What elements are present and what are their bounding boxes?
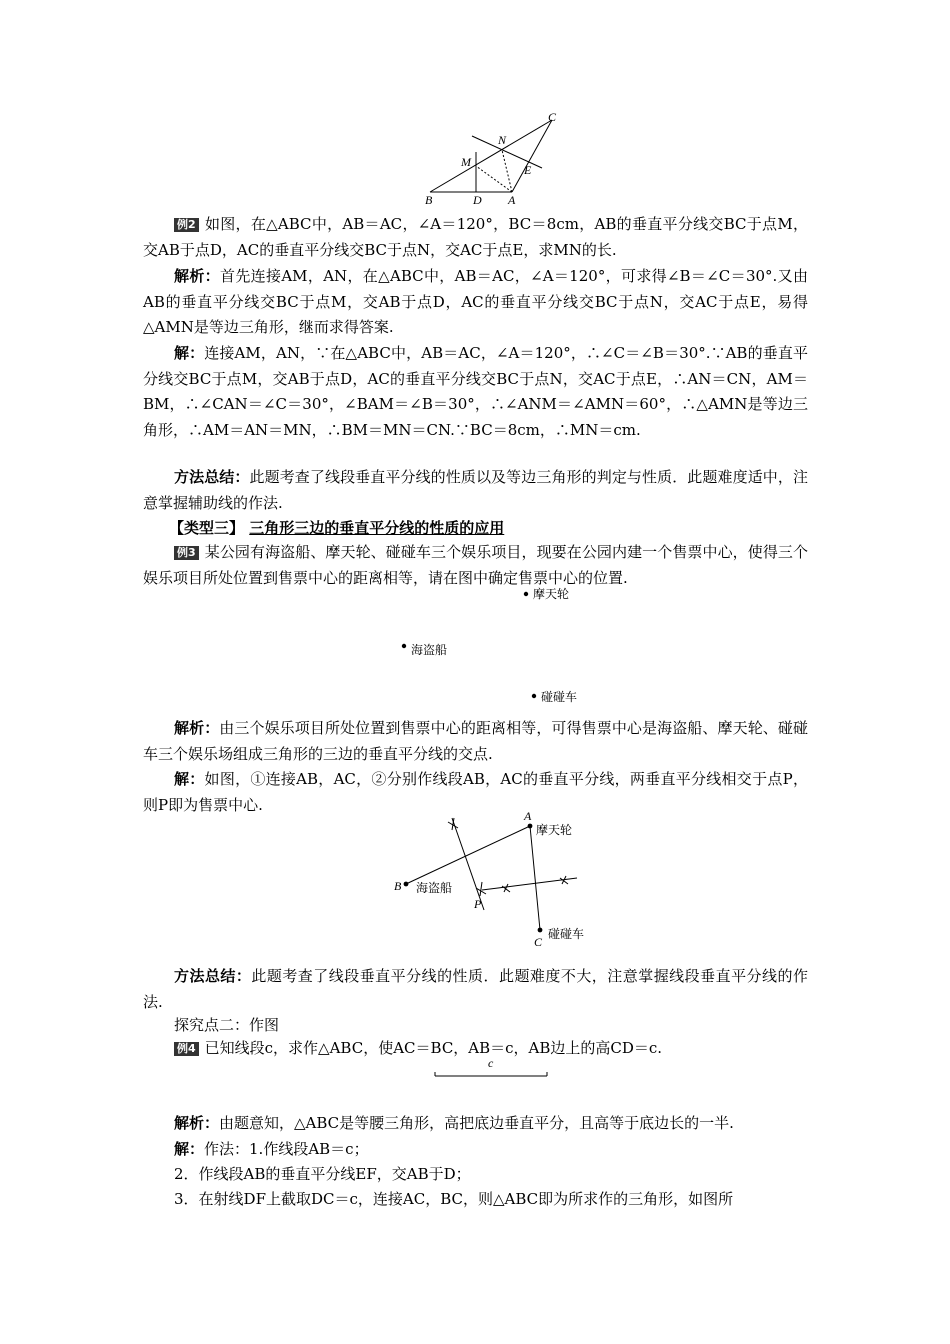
label-a2: A [524,809,532,823]
ferris-dot [524,592,528,596]
point-a-dot [528,824,533,829]
ex2-solution-text: 连接AM，AN，∵在△ABC中，AB＝AC，∠A＝120°，∴∠C＝∠B＝30°.∵AB的垂直平分线交BC于点M，交AB于点D，AC的垂直平分线交BC于点N，交AC于点E，∴AN＝CN，AM＝BM，∴∠CAN＝∠C＝30°，∠BAM＝∠B＝30°，∴∠ANM＝∠AMN＝60°，∴△AMN是等边三角形，∴AM＝AN＝MN，∴BM＝MN＝CN.∵BC＝8cm，∴MN＝cm. [143,344,808,439]
ex3-badge: 例3 [174,546,199,560]
ex2-analysis-text: 首先连接AM，AN，在△ABC中，AB＝AC，∠A＝120°，可求得∠B＝∠C＝30°.又由AB的垂直平分线交BC于点M，交AB于点D，AC的垂直平分线交BC于点N，交AC于点E，易得△AMN是等边三角形，继而求得答案. [143,267,808,336]
ex4-analysis [143,1111,808,1137]
ex3-summary-text: 此题考查了线段垂直平分线的性质．此题难度不大，注意掌握线段垂直平分线的作法. [143,967,808,1011]
figure-park-locations [395,585,615,710]
ex2-solution-label: 解： [174,344,205,362]
arc-mark-3 [502,884,510,892]
label-b: B [425,193,433,207]
arc-mark-2 [476,882,486,896]
ex2-problem [143,212,808,263]
ex3-analysis-text: 由三个娱乐项目所处位置到售票中心的距离相等，可得售票中心是海盗船、摩天轮、碰碰车三个娱乐场组成三角形的三边的垂直平分线的交点. [143,719,808,763]
segment-an [502,150,512,192]
point-c-dot [538,928,543,933]
ex2-problem-text: 如图，在△ABC中，AB＝AC，∠A＝120°，BC＝8cm，AB的垂直平分线交BC于点M，交AB于点D，AC的垂直平分线交BC于点N，交AC于点E，求MN的长. [143,215,808,259]
label-ferris2: 摩天轮 [536,823,573,837]
ex3-summary [143,964,808,1015]
label-bumper2: 碰碰车 [548,927,585,941]
label-e: E [524,163,532,177]
point-b-dot [404,882,409,887]
ex4-badge: 例4 [174,1042,199,1056]
figure-segment-c [432,1057,552,1083]
ex4-analysis-label: 解析： [174,1114,220,1132]
figure-ticket-center [392,808,612,950]
side-bc [430,120,552,192]
segment-ac [530,826,540,930]
segment-c-label: c [488,1056,494,1070]
label-d: D [473,193,482,207]
figure-triangle-abc [420,108,570,208]
label-pirate2: 海盗船 [416,881,453,895]
label-b2: B [394,879,402,893]
label-c2: C [534,935,543,949]
ex3-analysis-label: 解析： [174,719,220,737]
ex3-problem-text: 某公园有海盗船、摩天轮、碰碰车三个娱乐项目，现要在公园内建一个售票中心，使得三个娱乐项目所处位置到售票中心的距离相等，请在图中确定售票中心的位置. [143,543,808,587]
ex4-step3 [143,1187,808,1213]
ex3-summary-label: 方法总结： [174,967,252,985]
type3-heading [169,516,834,542]
pirate-dot [402,644,406,648]
ex4-step2 [143,1162,808,1188]
ex2-badge: 例2 [174,218,199,232]
ex4-analysis-text: 由题意知，△ABC是等腰三角形，高把底边垂直平分，且高等于底边长的一半. [219,1114,734,1132]
explore2-text: 探究点二：作图 [174,1016,280,1034]
label-n: N [498,133,507,147]
ex2-analysis-label: 解析： [174,267,220,285]
ferris-label: 摩天轮 [533,587,570,601]
bumper-label: 碰碰车 [541,690,578,704]
type3-prefix: 【类型三】 [169,519,245,537]
ex2-summary-label: 方法总结： [174,468,250,486]
label-c: C [548,110,557,124]
ex2-summary-text: 此题考查了线段垂直平分线的性质以及等边三角形的判定与性质．此题难度适中，注意掌握辅助线的作法. [143,468,808,512]
ex4-step1-text: 作法：1.作线段AB＝c； [204,1140,369,1158]
pirate-label: 海盗船 [411,643,448,657]
ex3-solution-text: 如图，①连接AB，AC，②分别作线段AB，AC的垂直平分线，两垂直平分线相交于点P，则P即为售票中心. [143,770,808,814]
label-a: A [508,193,516,207]
ex4-solution-label: 解： [174,1140,205,1158]
bumper-dot [532,694,536,698]
ex3-solution-label: 解： [174,770,205,788]
ex4-step2-text: 2．作线段AB的垂直平分线EF，交AB于D； [174,1165,471,1183]
label-m: M [461,155,471,169]
label-p: P [474,897,482,911]
ex2-summary [143,465,808,516]
ex2-analysis [143,264,808,341]
ex4-problem-text: 已知线段c，求作△ABC，使AC＝BC，AB＝c，AB边上的高CD＝c. [204,1039,663,1057]
ex3-analysis [143,716,808,767]
ex2-solution [143,341,808,443]
ex4-step3-text: 3．在射线DF上截取DC＝c，连接AC，BC，则△ABC即为所求作的三角形，如图所 [174,1190,734,1208]
ex4-step1 [143,1137,808,1163]
segment-ab [406,826,530,884]
side-ac [512,120,552,192]
type3-title: 三角形三边的垂直平分线的性质的应用 [249,519,505,537]
ex3-problem [143,540,808,591]
explore2-heading [143,1013,808,1039]
perp-bisector-ac [472,136,542,168]
segment-am [476,166,512,192]
